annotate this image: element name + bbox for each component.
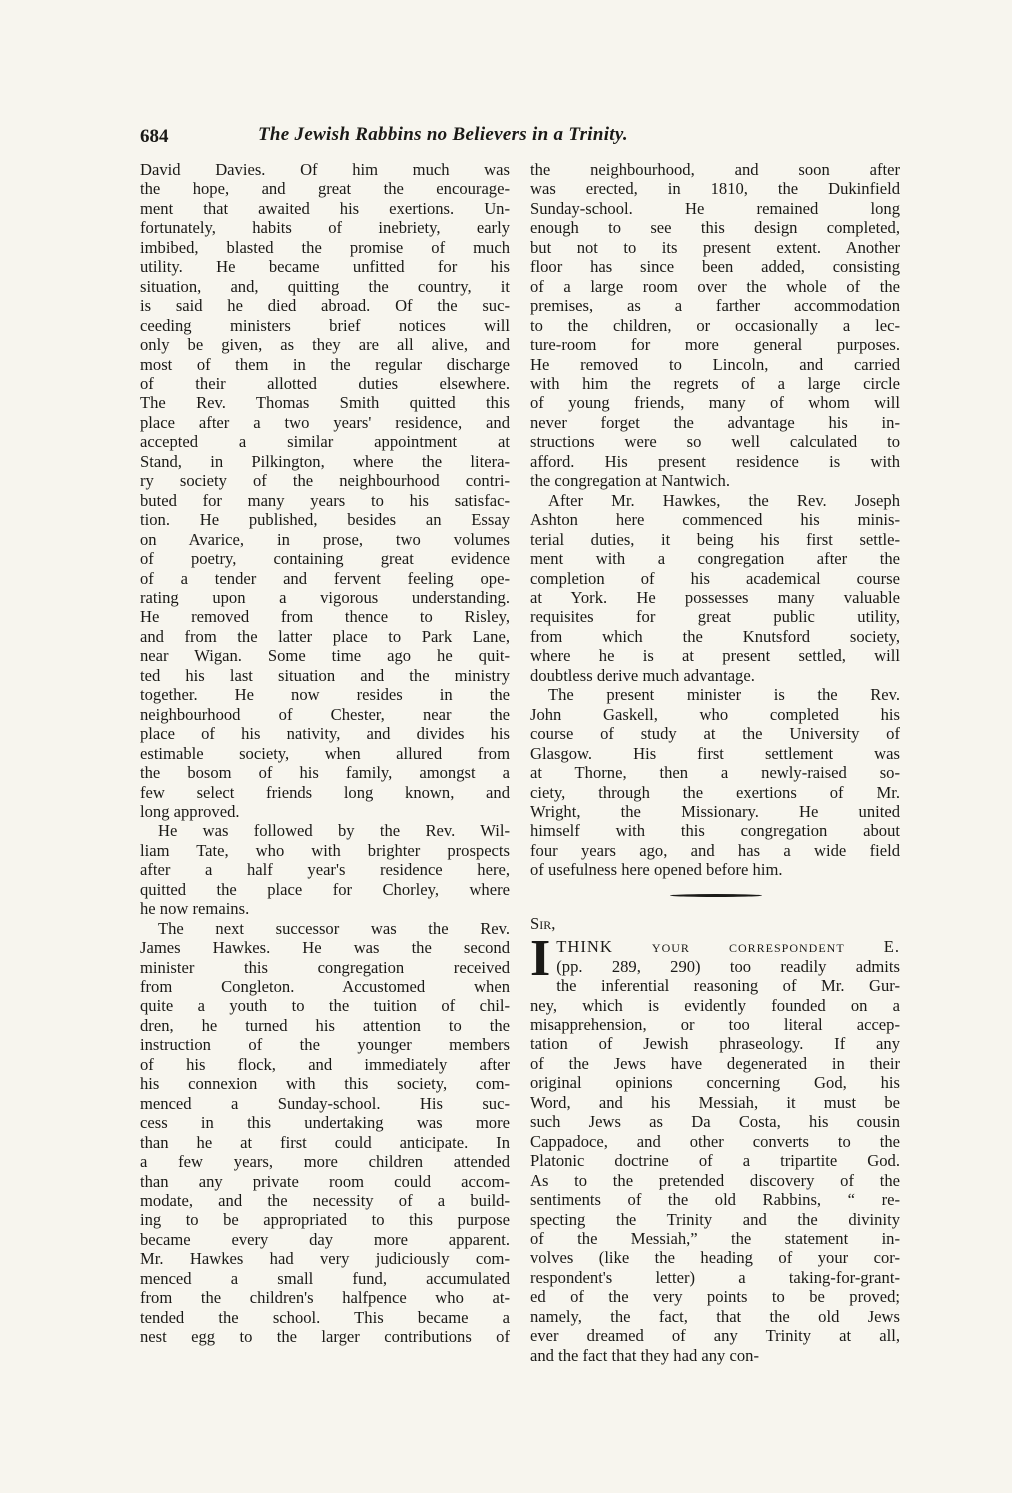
letter-line: ed of the very points to be proved; — [530, 1287, 900, 1307]
letter-line: (pp. 289, 290) too readily admits — [556, 956, 900, 976]
text-line: cess in this undertaking was more — [140, 1113, 510, 1133]
running-title: The Jewish Rabbins no Believers in a Trinity. — [258, 124, 628, 145]
text-line: Wright, the Missionary. He united — [530, 801, 900, 821]
text-line: the congregation at Nantwich. — [530, 471, 730, 491]
text-line: near Wigan. Some time ago he quit- — [140, 646, 510, 666]
letter-line: the inferential reasoning of Mr. Gur- — [556, 976, 900, 996]
text-line: from the children's halfpence who at- — [140, 1288, 510, 1308]
letter-line: sentiments of the old Rabbins, “ re- — [530, 1190, 900, 1210]
right-column-text — [530, 160, 900, 880]
text-line: with him the regrets of a large circle — [530, 373, 900, 393]
letter-line: namely, the fact, that the old Jews — [530, 1306, 900, 1326]
text-line: He removed to Lincoln, and carried — [530, 354, 900, 374]
text-line: on Avarice, in prose, two volumes — [140, 529, 510, 549]
text-line: imbibed, blasted the promise of much — [140, 237, 510, 257]
text-line: of young friends, many of whom will — [530, 393, 900, 413]
text-line: a few years, more children attended — [140, 1152, 510, 1172]
letter-line: THINK your correspondent E. — [556, 937, 900, 957]
text-line: estimable society, when allured from — [140, 743, 510, 763]
text-line: was erected, in 1810, the Dukinfield — [530, 179, 900, 199]
text-line: the neighbourhood, and soon after — [530, 160, 900, 179]
letter-line: original opinions concerning God, his — [530, 1073, 900, 1093]
text-line: James Hawkes. He was the second — [140, 938, 510, 958]
text-line: most of them in the regular discharge — [140, 354, 510, 374]
text-line: afford. His present residence is with — [530, 451, 900, 471]
letter-line: respondent's letter) a taking-for-grant- — [530, 1267, 900, 1287]
letter-line: Platonic doctrine of a tripartite God. — [530, 1151, 900, 1171]
text-line: and from the latter place to Park Lane, — [140, 626, 510, 646]
text-line: The present minister is the Rev. — [548, 685, 900, 705]
letter — [530, 914, 900, 1365]
letter-lines — [530, 930, 900, 1365]
text-line: menced a Sunday-school. His suc- — [140, 1093, 510, 1113]
text-line: John Gaskell, who completed his — [530, 704, 900, 724]
text-line: of his flock, and immediately after — [140, 1054, 510, 1074]
text-line: floor has since been added, consisting — [530, 257, 900, 277]
text-line: quitted the place for Chorley, where — [140, 879, 510, 899]
text-line: terial duties, it being his first settle- — [530, 529, 900, 549]
text-line: together. He now resides in the — [140, 685, 510, 705]
drop-cap: I — [530, 930, 551, 988]
text-line: structions were so well calculated to — [530, 432, 900, 452]
text-line: Glasgow. His first settlement was — [530, 743, 900, 763]
text-line: utility. He became unfitted for his — [140, 257, 510, 277]
text-line: minister this congregation received — [140, 957, 510, 977]
text-line: instruction of the younger members — [140, 1035, 510, 1055]
text-line: the bosom of his family, amongst a — [140, 763, 510, 783]
letter-salutation: Sir, — [530, 913, 556, 933]
text-line: dren, he turned his attention to the — [140, 1015, 510, 1035]
text-line: of usefulness here opened before him. — [530, 860, 783, 880]
letter-body — [530, 930, 900, 1365]
letter-line: of the Jews have degenerated in their — [530, 1053, 900, 1073]
text-line: rating upon a vigorous understanding. — [140, 587, 510, 607]
page-number: 684 — [140, 126, 169, 147]
text-line: at York. He possesses many valuable — [530, 587, 900, 607]
letter-line: misapprehension, or too literal accep- — [530, 1015, 900, 1035]
letter-line: volves (like the heading of your cor- — [530, 1248, 900, 1268]
right-column — [530, 160, 900, 1365]
text-line: menced a small fund, accumulated — [140, 1268, 510, 1288]
letter-line: of the Messiah,” the statement in- — [530, 1229, 900, 1249]
text-line: tended the school. This became a — [140, 1307, 510, 1327]
text-line: few select friends long known, and — [140, 782, 510, 802]
text-line: accepted a similar appointment at — [140, 432, 510, 452]
text-line: his connexion with this society, com- — [140, 1074, 510, 1094]
text-line: neighbourhood of Chester, near the — [140, 704, 510, 724]
text-line: of a large room over the whole of the — [530, 276, 900, 296]
text-line: ceeding ministers brief notices will — [140, 315, 510, 335]
letter-line: such Jews as Da Costa, his cousin — [530, 1112, 900, 1132]
text-line: Stand, in Pilkington, where the litera- — [140, 451, 510, 471]
text-line: tion. He published, besides an Essay — [140, 510, 510, 530]
letter-line: ney, which is evidently founded on a — [530, 995, 900, 1015]
text-line: He removed from thence to Risley, — [140, 607, 510, 627]
text-line: liam Tate, who with brighter prospects — [140, 840, 510, 860]
letter-line: and the fact that they had any con- — [530, 1345, 759, 1365]
text-line: situation, and, quitting the country, it — [140, 276, 510, 296]
text-line: Sunday-school. He remained long — [530, 198, 900, 218]
text-line: David Davies. Of him much was — [140, 160, 510, 179]
text-line: modate, and the necessity of a build- — [140, 1191, 510, 1211]
text-line: became every day more apparent. — [140, 1229, 510, 1249]
text-line: ment with a congregation after the — [530, 549, 900, 569]
text-line: after a half year's residence here, — [140, 860, 510, 880]
text-line: but not to its present extent. Another — [530, 237, 900, 257]
text-line: of a tender and fervent feeling ope- — [140, 568, 510, 588]
text-line: place after a two years' residence, and — [140, 412, 510, 432]
text-line: requisites for great public utility, — [530, 607, 900, 627]
text-line: Ashton here commenced his minis- — [530, 510, 900, 530]
text-line: is said he died abroad. Of the suc- — [140, 296, 510, 316]
text-line: course of study at the University of — [530, 724, 900, 744]
letter-line: tation of Jewish phraseology. If any — [530, 1034, 900, 1054]
letter-line: specting the Trinity and the divinity — [530, 1209, 900, 1229]
letter-line: Cappadoce, and other converts to the — [530, 1131, 900, 1151]
text-line: the hope, and great the encourage- — [140, 179, 510, 199]
text-line: four years ago, and has a wide field — [530, 840, 900, 860]
text-line: to the children, or occasionally a lec- — [530, 315, 900, 335]
text-line: ture-room for more general purposes. — [530, 335, 900, 355]
text-line: long approved. — [140, 801, 240, 821]
left-column — [140, 160, 510, 1347]
text-line: than he at first could anticipate. In — [140, 1132, 510, 1152]
text-line: buted for many years to his satisfac- — [140, 490, 510, 510]
text-line: ry society of the neighbourhood contri- — [140, 471, 510, 491]
text-line: enough to see this design completed, — [530, 218, 900, 238]
text-line: Mr. Hawkes had very judiciously com- — [140, 1249, 510, 1269]
text-line: doubtless derive much advantage. — [530, 665, 755, 685]
text-line: ted his last situation and the ministry — [140, 665, 510, 685]
text-line: The next successor was the Rev. — [158, 918, 510, 938]
text-line: ing to be appropriated to this purpose — [140, 1210, 510, 1230]
text-line: fortunately, habits of inebriety, early — [140, 218, 510, 238]
text-line: premises, as a farther accommodation — [530, 296, 900, 316]
text-line: nest egg to the larger contributions of — [140, 1327, 510, 1347]
text-line: place of his nativity, and divides his — [140, 724, 510, 744]
text-line: at Thorne, then a newly-raised so- — [530, 763, 900, 783]
text-line: himself with this congregation about — [530, 821, 900, 841]
text-line: from Congleton. Accustomed when — [140, 977, 510, 997]
section-divider — [530, 890, 900, 902]
text-line: of poetry, containing great evidence — [140, 549, 510, 569]
letter-line: As to the pretended discovery of the — [530, 1170, 900, 1190]
text-line: of their allotted duties elsewhere. — [140, 373, 510, 393]
text-line: The Rev. Thomas Smith quitted this — [140, 393, 510, 413]
letter-line: Word, and his Messiah, it must be — [530, 1092, 900, 1112]
text-line: completion of his academical course — [530, 568, 900, 588]
letter-line: ever dreamed of any Trinity at all, — [530, 1326, 900, 1346]
text-line: He was followed by the Rev. Wil- — [158, 821, 510, 841]
text-line: ment that awaited his exertions. Un- — [140, 198, 510, 218]
text-line: After Mr. Hawkes, the Rev. Joseph — [548, 490, 900, 510]
text-line: than any private room could accom- — [140, 1171, 510, 1191]
text-line: where he is at present settled, will — [530, 646, 900, 666]
page-header — [140, 124, 900, 154]
text-line: quite a youth to the tuition of chil- — [140, 996, 510, 1016]
text-line: he now remains. — [140, 899, 250, 919]
text-line: never forget the advantage his in- — [530, 412, 900, 432]
text-line: ciety, through the exertions of Mr. — [530, 782, 900, 802]
text-line: from which the Knutsford society, — [530, 626, 900, 646]
text-line: only be given, as they are all alive, and — [140, 335, 510, 355]
